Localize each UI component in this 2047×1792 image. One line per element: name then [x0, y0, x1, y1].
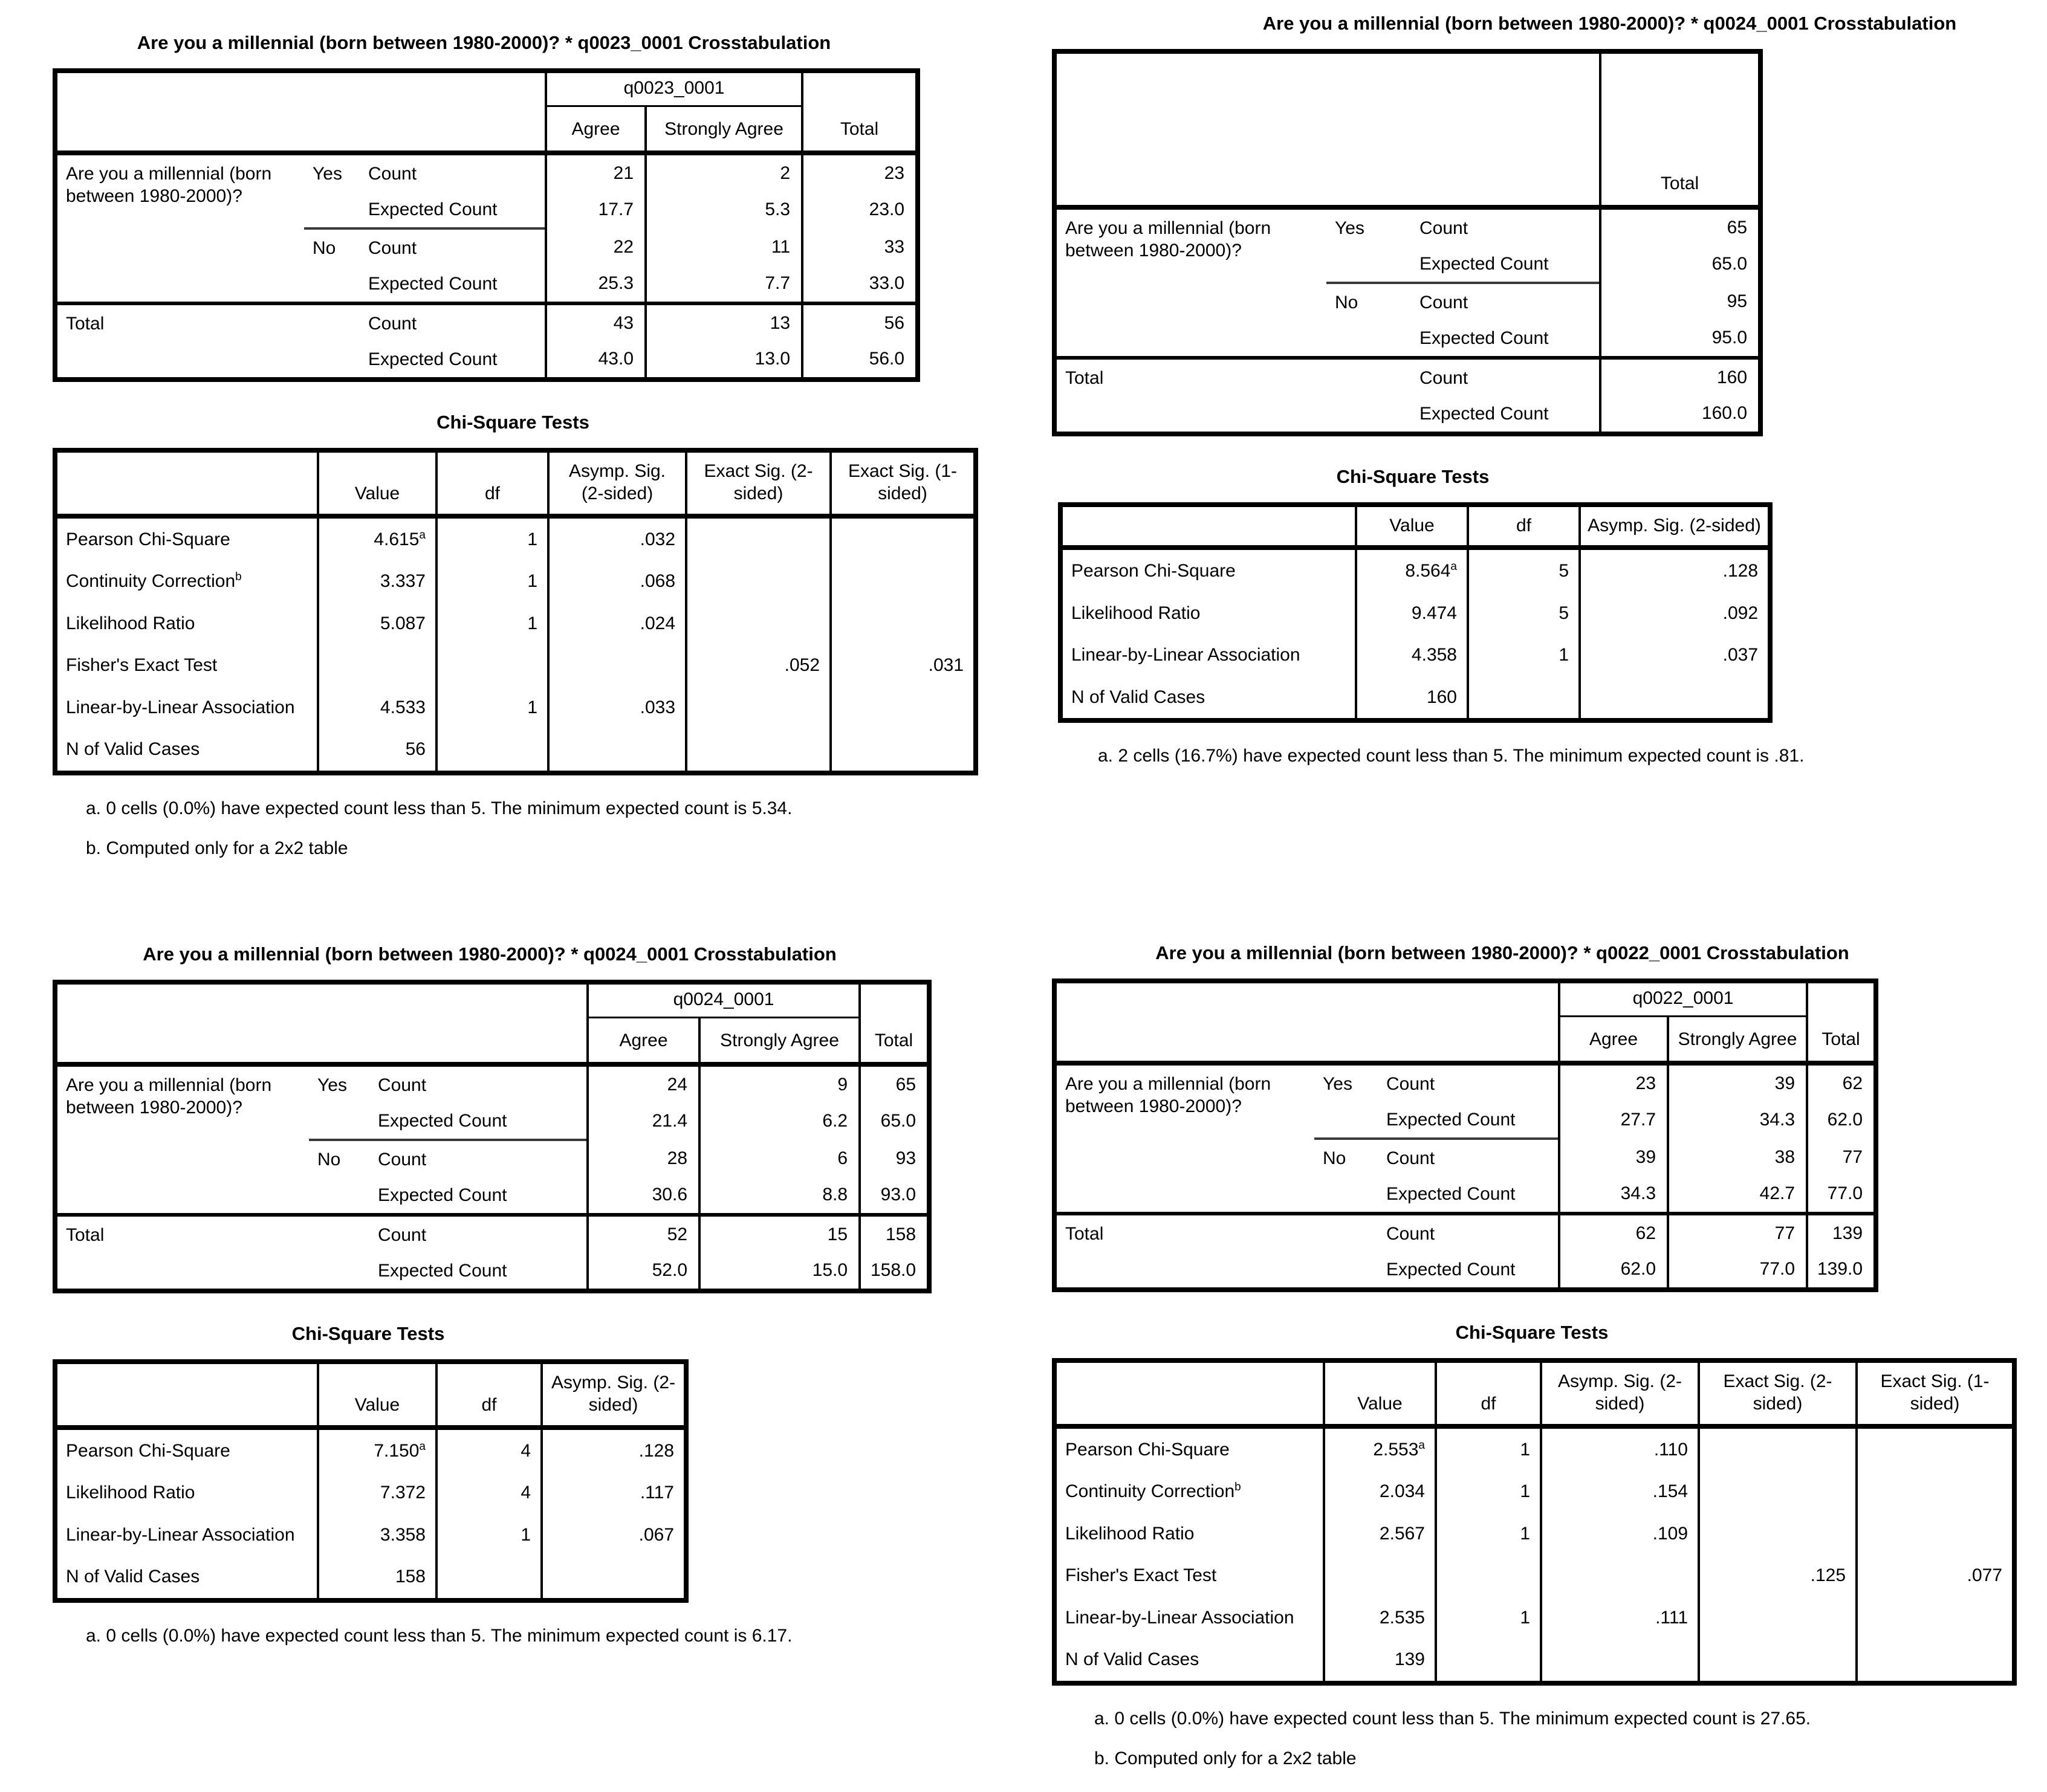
value-cell: 23 — [1559, 1063, 1668, 1102]
test-value: 1 — [436, 603, 548, 645]
value-cell: 17.7 — [546, 191, 646, 228]
footnote-marker: a — [1450, 560, 1457, 573]
test-value: .037 — [1580, 634, 1770, 676]
test-value: 7.372 — [318, 1472, 436, 1514]
value-cell: 23 — [802, 153, 918, 192]
total-row-label: Total — [1054, 358, 1411, 434]
value-cell: 77 — [1807, 1139, 1876, 1176]
column-header: Strongly Agree — [646, 106, 802, 153]
test-value: 4.533 — [318, 687, 436, 729]
cs-column-header: df — [1436, 1360, 1541, 1426]
test-value — [1699, 1638, 1857, 1683]
test-name: Likelihood Ratio — [66, 613, 195, 633]
test-name: Likelihood Ratio — [1065, 1523, 1195, 1544]
stat-label: Expected Count — [368, 199, 498, 220]
panel-top-right — [1052, 12, 2019, 786]
test-value — [1468, 676, 1580, 721]
test-value: 4 — [436, 1428, 542, 1472]
test-value: .128 — [542, 1428, 686, 1472]
row-category: No — [1326, 283, 1411, 358]
column-group-header: q0024_0001 — [588, 982, 860, 1018]
cs-column-header: df — [436, 1362, 542, 1428]
test-name-text: Continuity Correction — [1065, 1481, 1235, 1501]
test-value: 56 — [318, 728, 436, 773]
value-cell: 27.7 — [1559, 1101, 1668, 1139]
test-value — [318, 1428, 436, 1472]
value-cell: 15.0 — [699, 1252, 860, 1291]
test-value — [1580, 676, 1770, 721]
value-cell: 158 — [860, 1215, 929, 1253]
test-name: N of Valid Cases — [1071, 687, 1205, 707]
chi-square-title: Chi-Square Tests — [1455, 1321, 1609, 1343]
stat-label: Expected Count — [1419, 404, 1549, 424]
value-cell: 21.4 — [588, 1102, 699, 1140]
test-value: .032 — [548, 516, 686, 561]
panel-top-left — [53, 31, 978, 878]
crosstab-table — [53, 68, 920, 382]
test-value — [548, 644, 686, 687]
chi-square-title: Chi-Square Tests — [436, 411, 589, 433]
value-cell: 65.0 — [1600, 245, 1760, 283]
row-category: No — [309, 1140, 369, 1215]
footnotes — [1094, 1709, 2019, 1769]
cs-column-header: Asymp. Sig. (2-sided) — [1580, 505, 1770, 548]
value-cell: 13.0 — [646, 341, 802, 380]
test-value — [1324, 1554, 1436, 1597]
value-cell: 56 — [802, 303, 918, 341]
value-cell: 15 — [699, 1215, 860, 1253]
test-value: 1 — [1436, 1470, 1541, 1513]
test-value — [1324, 1426, 1436, 1471]
test-value — [1857, 1513, 2014, 1555]
value-cell: 11 — [646, 228, 802, 266]
test-name: Likelihood Ratio — [66, 1483, 195, 1502]
test-value: 158 — [318, 1556, 436, 1600]
panel-bottom-left — [53, 943, 984, 1666]
column-header: Agree — [1559, 1017, 1668, 1063]
header-spacer — [55, 982, 588, 1064]
test-name: N of Valid Cases — [1065, 1649, 1199, 1669]
value-cell: 21 — [546, 153, 646, 192]
total-row-label: Total — [55, 303, 360, 380]
value-cell: 77.0 — [1807, 1176, 1876, 1214]
test-value: .125 — [1699, 1554, 1857, 1597]
cs-header-spacer — [1060, 505, 1356, 548]
stat-label: Count — [1378, 1214, 1559, 1252]
cs-column-header: Exact Sig. (1-sided) — [831, 450, 976, 516]
test-value: .117 — [542, 1472, 686, 1514]
cs-column-header: Value — [318, 450, 436, 516]
statistic: 8.564 — [1405, 561, 1451, 581]
column-header: Strongly Agree — [699, 1018, 860, 1064]
cs-column-header: Asymp. Sig. (2-sided) — [542, 1362, 686, 1428]
test-value: .052 — [686, 644, 831, 687]
value-cell: 7.7 — [646, 265, 802, 303]
chi-square-table — [1058, 502, 1773, 723]
cs-header-spacer — [1054, 1360, 1324, 1426]
row-category: Yes — [1335, 218, 1364, 238]
test-name: Pearson Chi-Square — [66, 1440, 230, 1461]
value-cell: 6.2 — [699, 1102, 860, 1140]
test-value: .110 — [1541, 1426, 1699, 1471]
test-name: Linear-by-Linear Association — [66, 697, 295, 717]
value-cell: 56.0 — [802, 341, 918, 380]
value-cell: 65.0 — [860, 1102, 929, 1140]
test-value: 1 — [436, 687, 548, 729]
total-column-header: Total — [860, 982, 929, 1064]
test-value — [1699, 1597, 1857, 1639]
row-variable-label: Are you a millennial (born between 1980-2000)? — [1065, 218, 1271, 261]
footnote-marker: b — [235, 571, 242, 583]
value-cell: 9 — [699, 1064, 860, 1103]
stat-label: Count — [360, 228, 546, 266]
cs-column-header: Value — [1356, 505, 1468, 548]
test-name: Linear-by-Linear Association — [66, 1524, 295, 1545]
test-name: Pearson Chi-Square — [1071, 561, 1236, 581]
test-value — [686, 603, 831, 645]
test-value — [686, 728, 831, 773]
stat-label: Count — [378, 1075, 427, 1095]
test-value: .128 — [1580, 548, 1770, 592]
value-cell: 33.0 — [802, 265, 918, 303]
total-column-header: Total — [1807, 981, 1876, 1063]
value-cell: 95 — [1600, 283, 1760, 320]
test-value — [318, 516, 436, 561]
column-header: Agree — [546, 106, 646, 153]
test-name: Likelihood Ratio — [1071, 603, 1201, 623]
column-group-header: q0023_0001 — [546, 71, 802, 106]
crosstab-table — [1052, 978, 1878, 1292]
stat-label: Expected Count — [368, 274, 498, 294]
test-value — [548, 728, 686, 773]
value-cell: 22 — [546, 228, 646, 266]
test-value — [1541, 1554, 1699, 1597]
value-cell: 52 — [588, 1215, 699, 1253]
value-cell: 158.0 — [860, 1252, 929, 1291]
test-value — [1857, 1638, 2014, 1683]
cs-column-header: Exact Sig. (2-sided) — [686, 450, 831, 516]
test-value: 5.087 — [318, 603, 436, 645]
total-row-label: Total — [55, 1215, 369, 1291]
statistic: 2.553 — [1373, 1439, 1419, 1460]
chi-square-table — [1052, 1358, 2017, 1686]
test-value: 3.358 — [318, 1514, 436, 1556]
value-cell: 34.3 — [1668, 1101, 1807, 1139]
value-cell: 42.7 — [1668, 1176, 1807, 1214]
cs-header-spacer — [55, 1362, 318, 1428]
stat-label: Expected Count — [368, 349, 498, 370]
test-value: 2.535 — [1324, 1597, 1436, 1639]
cs-column-header: Exact Sig. (1-sided) — [1857, 1360, 2014, 1426]
crosstab-title: Are you a millennial (born between 1980-2000)? * q0023_0001 Crosstabulation — [137, 32, 831, 53]
test-value — [1541, 1638, 1699, 1683]
total-column-header: Total — [802, 71, 918, 153]
test-value: 3.337 — [318, 560, 436, 603]
test-value — [1436, 1638, 1541, 1683]
test-value: 4.358 — [1356, 634, 1468, 676]
test-name-text: Continuity Correction — [66, 571, 236, 591]
value-cell: 139 — [1807, 1214, 1876, 1252]
footnote-marker: a — [419, 528, 426, 542]
value-cell: 2 — [646, 153, 802, 192]
test-value — [1699, 1513, 1857, 1555]
test-value: 5 — [1468, 592, 1580, 635]
stat-label: Expected Count — [1386, 1110, 1516, 1130]
test-value — [831, 603, 976, 645]
value-cell: 93.0 — [860, 1177, 929, 1215]
value-cell: 13 — [646, 303, 802, 341]
cs-column-header: Asymp. Sig. (2-sided) — [548, 450, 686, 516]
test-value: .109 — [1541, 1513, 1699, 1555]
footnote-marker: a — [1418, 1438, 1425, 1452]
total-column-header: Total — [1600, 51, 1760, 207]
value-cell: 43 — [546, 303, 646, 341]
chi-square-table — [53, 1359, 689, 1603]
crosstab-title: Are you a millennial (born between 1980-2000)? * q0022_0001 Crosstabulation — [1155, 942, 1849, 963]
footnote: b. Computed only for a 2x2 table — [1094, 1748, 1357, 1768]
value-cell: 6 — [699, 1140, 860, 1177]
test-name: Linear-by-Linear Association — [1071, 645, 1300, 665]
test-value — [831, 728, 976, 773]
value-cell: 62 — [1807, 1063, 1876, 1102]
crosstab-title: Are you a millennial (born between 1980-2000)? * q0024_0001 Crosstabulation — [1262, 13, 1957, 34]
value-cell: 65 — [1600, 207, 1760, 246]
stat-label: Expected Count — [378, 1111, 507, 1131]
value-cell: 52.0 — [588, 1252, 699, 1291]
column-header: Strongly Agree — [1668, 1017, 1807, 1063]
test-name: N of Valid Cases — [66, 1567, 200, 1587]
footnote-marker: a — [419, 1440, 426, 1453]
row-category: Yes — [1323, 1073, 1352, 1094]
chi-square-table — [53, 448, 978, 775]
stat-label: Count — [369, 1140, 588, 1177]
test-value — [831, 687, 976, 729]
stat-label: Count — [1378, 1139, 1559, 1176]
value-cell: 62 — [1559, 1214, 1668, 1252]
test-value: .068 — [548, 560, 686, 603]
column-group-header: q0022_0001 — [1559, 981, 1807, 1017]
row-category: No — [1314, 1139, 1378, 1214]
test-value: 1 — [436, 516, 548, 561]
stat-label: Count — [368, 163, 417, 184]
test-value: 1 — [1436, 1426, 1541, 1471]
test-value: 1 — [1436, 1513, 1541, 1555]
value-cell: 95.0 — [1600, 320, 1760, 358]
test-value: 1 — [436, 560, 548, 603]
value-cell: 8.8 — [699, 1177, 860, 1215]
test-value: 160 — [1356, 676, 1468, 721]
value-cell: 65 — [860, 1064, 929, 1103]
test-name: Pearson Chi-Square — [1065, 1439, 1230, 1460]
test-value: .154 — [1541, 1470, 1699, 1513]
chi-square-title: Chi-Square Tests — [1336, 465, 1490, 487]
footnote-marker: b — [1234, 1481, 1241, 1493]
value-cell: 38 — [1668, 1139, 1807, 1176]
footnotes — [86, 798, 978, 859]
column-header: Agree — [588, 1018, 699, 1064]
footnote: a. 0 cells (0.0%) have expected count less than 5. The minimum expected count is 5.34. — [86, 798, 793, 818]
test-value: 1 — [1436, 1597, 1541, 1639]
stat-label: Expected Count — [1386, 1260, 1516, 1280]
value-cell: 139.0 — [1807, 1251, 1876, 1290]
cs-column-header: df — [1468, 505, 1580, 548]
test-value — [1857, 1597, 2014, 1639]
value-cell: 28 — [588, 1140, 699, 1177]
test-value: .031 — [831, 644, 976, 687]
header-spacer — [1054, 51, 1600, 207]
test-value — [318, 644, 436, 687]
value-cell: 77 — [1668, 1214, 1807, 1252]
row-variable-label: Are you a millennial (born between 1980-2000)? — [66, 163, 272, 207]
value-cell: 30.6 — [588, 1177, 699, 1215]
test-value: .024 — [548, 603, 686, 645]
stat-label: Count — [1411, 283, 1600, 320]
value-cell: 23.0 — [802, 191, 918, 228]
value-cell: 77.0 — [1668, 1251, 1807, 1290]
value-cell: 62.0 — [1559, 1251, 1668, 1290]
chi-square-title: Chi-Square Tests — [291, 1322, 445, 1344]
row-variable-label: Are you a millennial (born between 1980-2000)? — [1065, 1073, 1271, 1117]
cs-column-header: Value — [318, 1362, 436, 1428]
test-value — [436, 644, 548, 687]
row-category: Yes — [313, 163, 342, 184]
value-cell: 39 — [1668, 1063, 1807, 1102]
test-value — [686, 687, 831, 729]
test-value: 1 — [1468, 634, 1580, 676]
value-cell: 5.3 — [646, 191, 802, 228]
test-value — [436, 1556, 542, 1600]
stat-label: Count — [360, 303, 546, 341]
test-value — [436, 728, 548, 773]
test-value: 1 — [436, 1514, 542, 1556]
test-value — [1436, 1554, 1541, 1597]
test-value — [1857, 1470, 2014, 1513]
stat-label: Expected Count — [1419, 254, 1549, 274]
cs-column-header: Value — [1324, 1360, 1436, 1426]
test-name: Linear-by-Linear Association — [1065, 1607, 1294, 1628]
stat-label: Expected Count — [378, 1261, 507, 1281]
value-cell: 25.3 — [546, 265, 646, 303]
test-value — [831, 516, 976, 561]
test-value — [1699, 1426, 1857, 1471]
stat-label: Count — [1411, 358, 1600, 396]
crosstab-title: Are you a millennial (born between 1980-2000)? * q0024_0001 Crosstabulation — [143, 943, 837, 965]
test-value: .111 — [1541, 1597, 1699, 1639]
cs-column-header: Asymp. Sig. (2-sided) — [1541, 1360, 1699, 1426]
test-value: 4 — [436, 1472, 542, 1514]
test-name: Fisher's Exact Test — [1065, 1565, 1217, 1585]
row-category: No — [304, 228, 360, 303]
statistic: 7.150 — [374, 1440, 420, 1461]
value-cell: 43.0 — [546, 341, 646, 380]
test-value: .067 — [542, 1514, 686, 1556]
crosstab-table — [53, 980, 932, 1293]
test-value — [686, 560, 831, 603]
test-value: 139 — [1324, 1638, 1436, 1683]
footnote: a. 0 cells (0.0%) have expected count less than 5. The minimum expected count is 27.65. — [1094, 1708, 1811, 1729]
test-value: 9.474 — [1356, 592, 1468, 635]
stat-label: Count — [1386, 1073, 1435, 1094]
stat-label: Count — [1419, 218, 1468, 238]
value-cell: 33 — [802, 228, 918, 266]
test-value: 2.567 — [1324, 1513, 1436, 1555]
stat-label: Expected Count — [1386, 1184, 1516, 1205]
footnote: a. 2 cells (16.7%) have expected count less than 5. The minimum expected count is .81. — [1098, 746, 1805, 766]
stat-label: Expected Count — [378, 1185, 507, 1206]
stat-label: Count — [369, 1215, 588, 1253]
test-name — [55, 560, 318, 603]
test-value — [686, 516, 831, 561]
panel-bottom-right — [1052, 942, 2019, 1788]
test-value — [1356, 548, 1468, 592]
header-spacer — [1054, 981, 1559, 1063]
stat-label: Expected Count — [1419, 328, 1549, 349]
test-name: Pearson Chi-Square — [66, 529, 230, 549]
test-value: .092 — [1580, 592, 1770, 635]
footnotes — [86, 1626, 984, 1646]
test-value: 2.034 — [1324, 1470, 1436, 1513]
test-name: Fisher's Exact Test — [66, 655, 218, 675]
value-cell: 39 — [1559, 1139, 1668, 1176]
test-value — [1857, 1426, 2014, 1471]
cs-column-header: Exact Sig. (2-sided) — [1699, 1360, 1857, 1426]
total-row-label: Total — [1054, 1214, 1378, 1290]
test-value: 5 — [1468, 548, 1580, 592]
row-variable-label: Are you a millennial (born between 1980-2000)? — [66, 1075, 272, 1118]
value-cell: 160.0 — [1600, 395, 1760, 434]
value-cell: 24 — [588, 1064, 699, 1103]
footnote: a. 0 cells (0.0%) have expected count less than 5. The minimum expected count is 6.17. — [86, 1625, 793, 1646]
test-name — [1054, 1470, 1324, 1513]
value-cell: 62.0 — [1807, 1101, 1876, 1139]
cs-column-header: df — [436, 450, 548, 516]
value-cell: 160 — [1600, 358, 1760, 396]
footnotes — [1098, 746, 2019, 766]
value-cell: 34.3 — [1559, 1176, 1668, 1214]
footnote: b. Computed only for a 2x2 table — [86, 838, 348, 858]
row-category: Yes — [317, 1075, 347, 1095]
header-spacer — [55, 71, 546, 153]
test-value — [542, 1556, 686, 1600]
test-name: N of Valid Cases — [66, 739, 200, 759]
test-value — [1699, 1470, 1857, 1513]
test-value — [831, 560, 976, 603]
test-value: .033 — [548, 687, 686, 729]
test-value: .077 — [1857, 1554, 2014, 1597]
statistic: 4.615 — [374, 529, 420, 549]
crosstab-table — [1052, 49, 1763, 436]
cs-header-spacer — [55, 450, 318, 516]
value-cell: 93 — [860, 1140, 929, 1177]
